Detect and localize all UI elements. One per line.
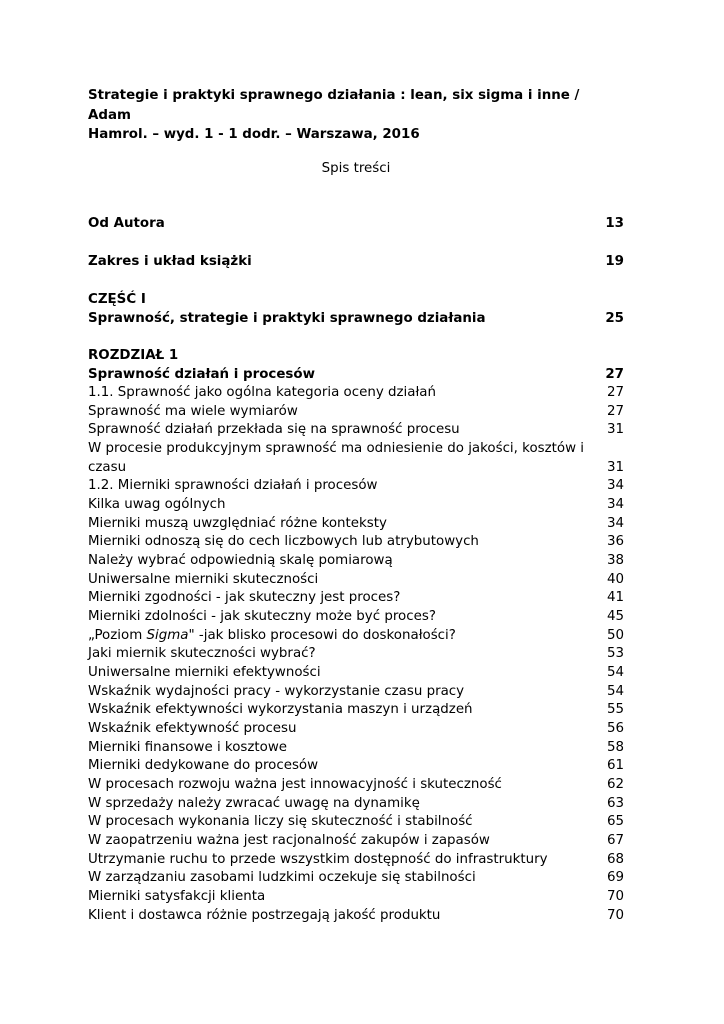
toc-entry — [88, 627, 624, 646]
toc-entry-page: 25 — [605, 311, 624, 326]
toc-entry — [88, 571, 624, 590]
toc-entry — [88, 720, 624, 739]
toc-entry-page: 19 — [605, 254, 624, 269]
toc-entry — [88, 589, 624, 608]
header-line-1: Strategie i praktyki sprawnego działania : lean, six sigma i inne / Adam — [88, 88, 580, 123]
toc-entry-label: Od Autora — [88, 216, 165, 231]
chapter-heading — [88, 347, 624, 366]
toc-entry — [88, 776, 624, 795]
toc-entry-label: W procesach wykonania liczy się skuteczność i stabilność — [88, 814, 473, 829]
toc-entry — [88, 795, 624, 814]
toc-entry-page: 68 — [606, 852, 624, 867]
toc-entry-page: 40 — [606, 572, 624, 587]
toc-entry-od-autora — [88, 215, 624, 234]
toc-entry — [88, 683, 624, 702]
toc-entry-page: 27 — [606, 404, 624, 419]
toc-entry-page: 65 — [606, 814, 624, 829]
toc-entry-part-title — [88, 310, 624, 329]
bibliographic-header — [88, 86, 624, 145]
toc-entry-page: 56 — [606, 721, 624, 736]
toc-entry-label: Utrzymanie ruchu to przede wszystkim dostępność do infrastruktury — [88, 852, 548, 867]
toc-entry-label: W procesach rozwoju ważna jest innowacyjność i skuteczność — [88, 777, 502, 792]
toc-entry-label: W zaopatrzeniu ważna jest racjonalność zakupów i zapasów — [88, 833, 490, 848]
toc-entry-page: 62 — [606, 777, 624, 792]
toc-entry — [88, 421, 624, 440]
toc-title: Spis treści — [321, 161, 391, 176]
toc-entry-page: 67 — [606, 833, 624, 848]
toc-entry — [88, 440, 624, 477]
toc-entry-zakres — [88, 253, 624, 272]
toc-entry-label: Mierniki zgodności - jak skuteczny jest proces? — [88, 590, 401, 605]
toc-entry-label: Wskaźnik efektywności wykorzystania maszyn i urządzeń — [88, 702, 473, 717]
toc-entry — [88, 403, 624, 422]
toc-entry — [88, 907, 624, 926]
toc-entry-label: Sprawność działań przekłada się na sprawność procesu — [88, 422, 460, 437]
toc-entry-page: 34 — [606, 478, 624, 493]
toc-entry-page: 54 — [606, 665, 624, 680]
toc-entry-label: Mierniki satysfakcji klienta — [88, 889, 266, 904]
toc-entry — [88, 832, 624, 851]
toc-entry — [88, 664, 624, 683]
toc-entry-page: 63 — [606, 796, 624, 811]
toc-entry-page: 34 — [606, 497, 624, 512]
toc-entry-page: 61 — [606, 758, 624, 773]
toc-entry-label: Mierniki zdolności - jak skuteczny może być proces? — [88, 609, 436, 624]
toc-entry-label: Uniwersalne mierniki efektywności — [88, 665, 321, 680]
toc-entry-label: Klient i dostawca różnie postrzegają jakość produktu — [88, 908, 441, 923]
toc-entry-label: W zarządzaniu zasobami ludzkimi oczekuje się stabilności — [88, 870, 476, 885]
toc-entry-page: 69 — [606, 870, 624, 885]
toc-entry-label: Mierniki odnoszą się do cech liczbowych lub atrybutowych — [88, 534, 479, 549]
label-suffix: " -jak blisko procesowi do doskonałości? — [188, 628, 456, 643]
toc-entry-page: 34 — [606, 516, 624, 531]
toc-entry-label: W procesie produkcyjnym sprawność ma odniesienie do jakości, kosztów i czasu — [88, 441, 585, 475]
toc-entry-label: W sprzedaży należy zwracać uwagę na dynamikę — [88, 796, 420, 811]
toc-entry-page: 38 — [606, 553, 624, 568]
toc-entry-page: 36 — [606, 534, 624, 549]
toc-entry-label: Sprawność, strategie i praktyki sprawnego działania — [88, 311, 486, 326]
toc-entry — [88, 888, 624, 907]
toc-entry-label: Mierniki dedykowane do procesów — [88, 758, 319, 773]
toc-entry-page: 45 — [606, 609, 624, 624]
toc-entry-label: Należy wybrać odpowiednią skalę pomiarową — [88, 553, 393, 568]
part-heading-label: CZĘŚĆ I — [88, 292, 146, 307]
toc-entry — [88, 757, 624, 776]
toc-entry-page: 70 — [606, 908, 624, 923]
toc-entry — [88, 384, 624, 403]
toc-entry — [88, 533, 624, 552]
toc-entry-page: 58 — [606, 740, 624, 755]
toc-entry — [88, 869, 624, 888]
chapter-heading-label: ROZDZIAŁ 1 — [88, 348, 179, 363]
toc-entry-label: 1.1. Sprawność jako ogólna kategoria oceny działań — [88, 385, 436, 400]
toc-entry-chapter-title — [88, 366, 624, 385]
toc-entry — [88, 813, 624, 832]
toc-entry-label: Zakres i układ książki — [88, 254, 252, 269]
toc-entry-page: 50 — [606, 628, 624, 643]
toc-entry-page: 53 — [606, 646, 624, 661]
toc-entry-label: Jaki miernik skuteczności wybrać? — [88, 646, 316, 661]
toc-entry-label — [88, 627, 456, 646]
toc-entry-label: 1.2. Mierniki sprawności działań i procesów — [88, 478, 378, 493]
label-prefix: „Poziom — [88, 628, 147, 643]
toc-entry-page: 41 — [606, 590, 624, 605]
toc-entry — [88, 701, 624, 720]
toc-entry — [88, 496, 624, 515]
toc-entry-label: Sprawność ma wiele wymiarów — [88, 404, 298, 419]
toc-entry — [88, 739, 624, 758]
toc-entry — [88, 515, 624, 534]
header-line-2: Hamrol. – wyd. 1 - 1 dodr. – Warszawa, 2016 — [88, 127, 420, 142]
toc-entry-page: 31 — [606, 422, 624, 437]
toc-entry-label: Uniwersalne mierniki skuteczności — [88, 572, 319, 587]
toc-entry — [88, 608, 624, 627]
toc-entry-page: 31 — [606, 459, 624, 475]
toc-entry-page: 70 — [606, 889, 624, 904]
toc-entry-label: Wskaźnik efektywność procesu — [88, 721, 297, 736]
toc-entry-page: 13 — [605, 216, 624, 231]
toc-entry — [88, 477, 624, 496]
toc-entry-page: 27 — [605, 367, 624, 382]
toc-entry-label: Sprawność działań i procesów — [88, 367, 315, 382]
label-emphasis: Sigma — [146, 628, 189, 643]
part-heading — [88, 291, 624, 310]
toc-entry-label: Mierniki muszą uwzględniać różne konteksty — [88, 516, 387, 531]
toc-entry-page: 27 — [606, 385, 624, 400]
toc-entry-label: Mierniki finansowe i kosztowe — [88, 740, 288, 755]
toc-entry — [88, 552, 624, 571]
toc-entry — [88, 851, 624, 870]
toc-entry — [88, 645, 624, 664]
toc-entry-page: 55 — [606, 702, 624, 717]
toc-entry-label: Kilka uwag ogólnych — [88, 497, 226, 512]
toc-entry-page: 54 — [606, 684, 624, 699]
toc-entry-label: Wskaźnik wydajności pracy - wykorzystanie czasu pracy — [88, 684, 465, 699]
